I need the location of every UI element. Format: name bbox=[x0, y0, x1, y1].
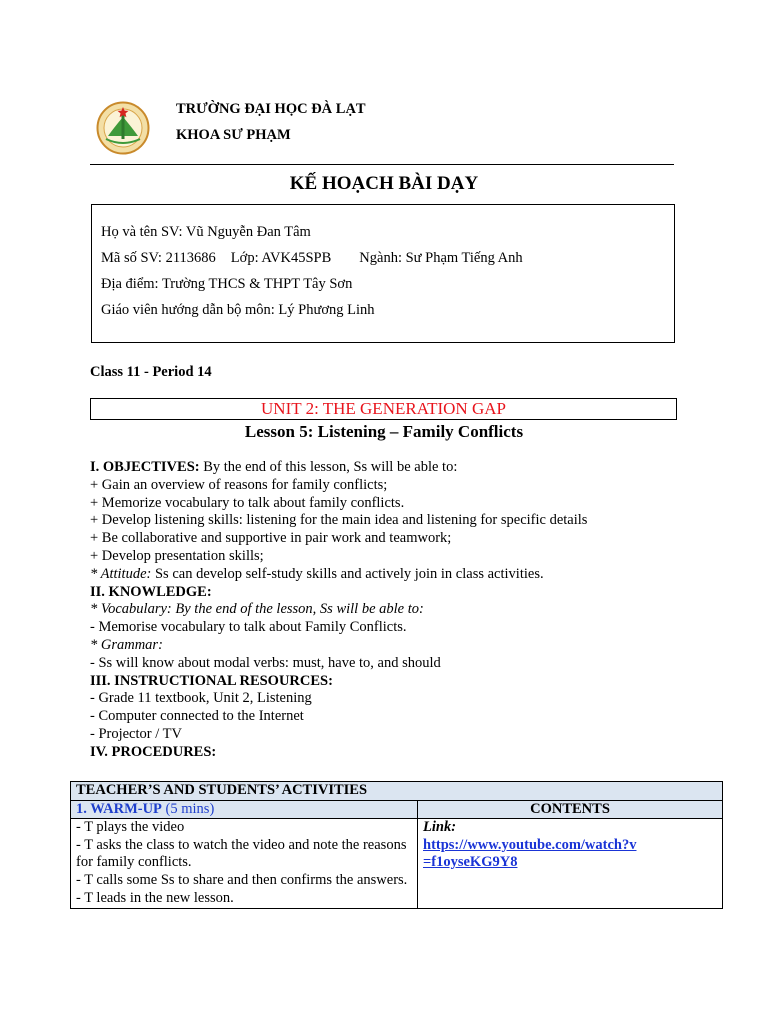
faculty-name: KHOA SƯ PHẠM bbox=[176, 127, 291, 143]
university-name: TRƯỜNG ĐẠI HỌC ĐÀ LẠT bbox=[176, 101, 366, 117]
university-logo bbox=[96, 101, 150, 155]
resource-item: - Computer connected to the Internet bbox=[90, 708, 304, 725]
teaching-location: Địa điểm: Trường THCS & THPT Tây Sơn bbox=[101, 276, 353, 292]
warmup-label: 1. WARM-UP bbox=[76, 800, 162, 817]
contents-header: CONTENTS bbox=[418, 800, 723, 819]
objective-item: + Be collaborative and supportive in pair work and teamwork; bbox=[90, 530, 452, 547]
student-major: Ngành: Sư Phạm Tiếng Anh bbox=[359, 250, 523, 266]
grammar-item: - Ss will know about modal verbs: must, have to, and should bbox=[90, 654, 441, 671]
resource-item: - Projector / TV bbox=[90, 725, 182, 742]
attitude-text: Ss can develop self-study skills and actively join in class activities. bbox=[151, 565, 544, 582]
youtube-link[interactable]: https://www.youtube.com/watch?v=f1oyseKG9Y8 bbox=[423, 836, 637, 871]
student-id-row bbox=[101, 249, 523, 267]
knowledge-heading: II. KNOWLEDGE: bbox=[90, 583, 212, 600]
unit-title: UNIT 2: THE GENERATION GAP bbox=[90, 398, 677, 420]
lesson-title: Lesson 5: Listening – Family Conflicts bbox=[244, 422, 524, 441]
objective-item: + Gain an overview of reasons for family conflicts; bbox=[90, 476, 388, 493]
table-row bbox=[71, 800, 723, 819]
grammar-label: * Grammar: bbox=[90, 636, 163, 653]
activity-item: - T calls some Ss to share and then confirms the answers. bbox=[76, 871, 408, 888]
attitude-label: * Attitude: bbox=[90, 565, 152, 582]
document-title: KẾ HOẠCH BÀI DẠY bbox=[289, 173, 479, 194]
procedures-table bbox=[70, 781, 723, 909]
objectives-intro: By the end of this lesson, Ss will be able to: bbox=[199, 459, 458, 475]
header-divider bbox=[90, 164, 674, 165]
objective-item: + Memorize vocabulary to talk about family conflicts. bbox=[90, 494, 405, 511]
student-name: Họ và tên SV: Vũ Nguyễn Đan Tâm bbox=[101, 224, 311, 240]
resources-heading: III. INSTRUCTIONAL RESOURCES: bbox=[90, 672, 333, 689]
objective-item: + Develop presentation skills; bbox=[90, 547, 264, 564]
activity-item: - T asks the class to watch the video and note the reasons for family conflicts. bbox=[76, 836, 407, 871]
warmup-cell bbox=[71, 800, 418, 819]
objectives-line bbox=[90, 459, 710, 477]
procedures-heading: IV. PROCEDURES: bbox=[90, 743, 217, 760]
objectives-heading: I. OBJECTIVES: bbox=[90, 459, 200, 475]
class-period: Class 11 - Period 14 bbox=[90, 364, 212, 380]
student-class: Lớp: AVK45SPB bbox=[230, 250, 332, 266]
warmup-time: (5 mins) bbox=[161, 800, 215, 817]
contents-cell bbox=[418, 819, 723, 909]
activities-header: TEACHER’S AND STUDENTS’ ACTIVITIES bbox=[71, 782, 723, 801]
link-label: Link: bbox=[423, 819, 457, 836]
resource-item: - Grade 11 textbook, Unit 2, Listening bbox=[90, 690, 312, 707]
table-header-row bbox=[71, 782, 723, 801]
table-row bbox=[71, 819, 723, 909]
activity-item: - T leads in the new lesson. bbox=[76, 889, 234, 906]
activity-item: - T plays the video bbox=[76, 819, 185, 836]
vocabulary-label: * Vocabulary: By the end of the lesson, Ss will be able to: bbox=[90, 601, 424, 618]
lesson-plan-body bbox=[90, 459, 710, 762]
activities-cell bbox=[71, 819, 418, 909]
attitude-line bbox=[90, 566, 710, 584]
objective-item: + Develop listening skills: listening for the main idea and listening for specific details bbox=[90, 512, 588, 529]
supervisor: Giáo viên hướng dẫn bộ môn: Lý Phương Linh bbox=[101, 302, 375, 318]
vocabulary-item: - Memorise vocabulary to talk about Family Conflicts. bbox=[90, 619, 407, 636]
student-id: Mã số SV: 2113686 bbox=[101, 250, 216, 266]
